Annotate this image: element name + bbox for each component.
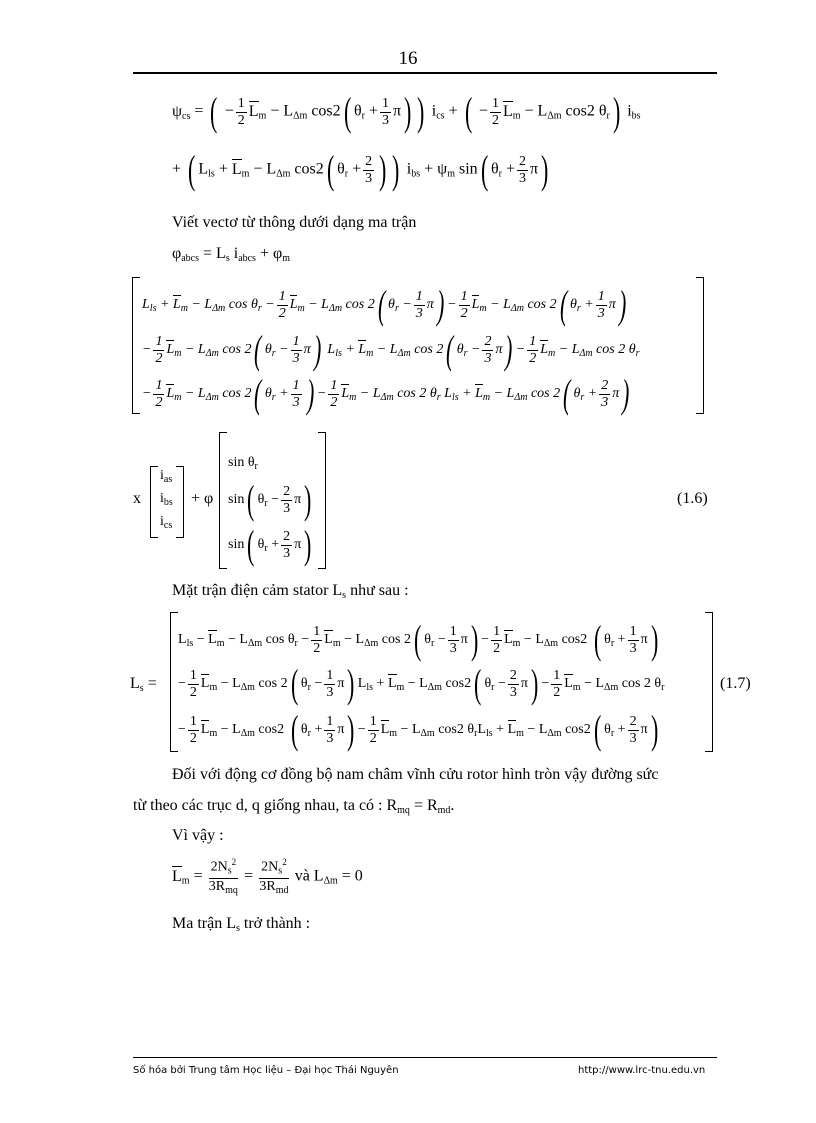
paragraph-rotor-description-line1: Đối với động cơ đồng bộ nam châm vĩnh cửu rotor hình tròn vậy đường sức — [172, 766, 659, 783]
matrix2-right-bracket — [705, 612, 713, 752]
ivec-ibs: $i_{bs}$ — [160, 491, 173, 508]
equation-number-1-6: (1.6) — [677, 490, 708, 507]
phi-abcs-equation: $\varphi_{abcs} = L_s$ $i_{abcs} + \varphi_m$ — [172, 245, 290, 264]
matrix1-row1: $L_{ls} + L_m - L_{\Delta m}$ $\cos \theta_r$ − $\frac{1}{2}$ $L_m - L_{\Delta m}$ cos 2( $\theta_r$ − $\frac{1}{3}$ π) − $\frac{1}{2}$ $L_m - L_{\Delta m}$ cos 2( $\theta_r$ + $\frac{1}{3}$ π) — [142, 282, 627, 327]
matrix1-row2: − $\frac{1}{2}$ $L_m - L_{\Delta m}$ cos 2( $\theta_r$ − $\frac{1}{3}$ π) $L_{ls} + L_m - L_{\Delta m}$ cos 2( $\theta_r$ − $\frac{2}{3}$ π) − $\frac{1}{2}$ $L_m - L_{\Delta m}$ cos 2 $\theta_r$ — [142, 327, 640, 372]
equation-number-1-7: (1.7) — [720, 675, 751, 692]
sinvec-row2: sin( $\theta_r$ − $\frac{2}{3}$ π) — [228, 477, 312, 522]
matrix2-left-bracket — [170, 612, 178, 752]
Ls-label: $L_s$ = — [130, 675, 157, 694]
matrix1-row3: − $\frac{1}{2}$ $L_m - L_{\Delta m}$ cos 2( $\theta_r$ + $\frac{1}{3}$ ) − $\frac{1}{2}$ $L_m - L_{\Delta m}$ cos 2 $\theta_r$ $L_{ls} + L_m - L_{\Delta m}$ cos 2( $\theta_r$ + $\frac{2}{3}$ π) — [142, 371, 630, 416]
matrix1-left-bracket — [132, 277, 140, 414]
ivec-right-bracket — [176, 466, 184, 538]
plus-phi: + φ — [191, 490, 214, 507]
header-rule — [133, 72, 717, 74]
matrix1-right-bracket — [696, 277, 704, 414]
matrix2-row1: $L_{ls} - L_m - L_{\Delta m}$ $\cos \theta_r$ − $\frac{1}{2}$ $L_m - L_{\Delta m}$ cos 2( $\theta_r$ − $\frac{1}{3}$ π) − $\frac{1}{2}$ $L_m - L_{\Delta m}$ cos2 ( $\theta_r$ + $\frac{1}{3}$ π) — [178, 617, 658, 662]
paragraph-matrix-intro: Viết vectơ từ thông dưới dạng ma trận — [172, 214, 417, 231]
paragraph-matrix-becomes: Ma trận $L_s$ trở thành : — [172, 915, 311, 934]
psi-cs-equation-line2: + ( $L_{ls} + L_m - L_{\Delta m}$ cos2( $\theta_r$ + $\frac{2}{3}$ ) ) $i_{bs} + \psi_m$ sin( $\theta_r$ + $\frac{2}{3}$ π) — [172, 147, 549, 192]
paragraph-rotor-description-line2: từ theo các trục d, q giống nhau, ta có : $R_{mq} = R_{md}$. — [133, 797, 455, 816]
paragraph-therefore: Vì vậy : — [172, 827, 224, 844]
footer-url-link[interactable]: http://www.lrc-tnu.edu.vn — [578, 1065, 706, 1076]
sinvec-row3: sin( $\theta_r$ + $\frac{2}{3}$ π) — [228, 522, 312, 567]
sinvec-left-bracket — [219, 432, 227, 569]
psi-cs-equation-line1: $\psi_{cs}$ = ( − $\frac{1}{2}$ $L_m - L_{\Delta m}$ cos2( $\theta_r$ + $\frac{1}{3}$ π) ) $i_{cs}$ + ( − $\frac{1}{2}$ $L_m - L_{\Delta m}$ cos2 $\theta_r$) $i_{bs}$ — [172, 89, 641, 134]
sinvec-row1: $\sin \theta_r$ — [228, 455, 258, 472]
ivec-left-bracket — [150, 466, 158, 538]
x-multiplier: x — [133, 490, 141, 507]
page-number: 16 — [398, 48, 418, 69]
ivec-ias: $i_{as}$ — [160, 468, 173, 485]
ivec-ics: $i_{cs}$ — [160, 514, 173, 531]
footer-rule — [133, 1057, 717, 1058]
footer-left-text: Số hóa bởi Trung tâm Học liệu – Đại học Thái Nguyên — [133, 1065, 399, 1076]
matrix2-row2: − $\frac{1}{2}$ $L_m - L_{\Delta m}$ cos 2( $\theta_r$ − $\frac{1}{3}$ π) $L_{ls} + L_m - L_{\Delta m}$ cos2( $\theta_r$ − $\frac{2}{3}$ π) − $\frac{1}{2}$ $L_m - L_{\Delta m}$ cos 2 $\theta_r$ — [178, 661, 665, 706]
lm-equation: $L_m$ = $2N_s^2$ $3R_{mq}$ = $2N_s^2$ $3R_{md}$ và $L_{\Delta m} = 0$ — [172, 857, 363, 896]
sinvec-right-bracket — [318, 432, 326, 569]
matrix2-row3: − $\frac{1}{2}$ $L_m - L_{\Delta m}$ cos2 ( $\theta_r$ + $\frac{1}{3}$ π) − $\frac{1}{2}$ $L_m - L_{\Delta m}$ cos2 $\theta_rL_{ls} + L_m - L_{\Delta m}$ cos2( $\theta_r$ + $\frac{2}{3}$ π) — [178, 707, 658, 752]
paragraph-stator-inductance: Mặt trận điện cảm stator $L_s$ như sau : — [172, 582, 409, 601]
psi-cs-symbol: $\psi_{cs}$ — [172, 102, 191, 122]
